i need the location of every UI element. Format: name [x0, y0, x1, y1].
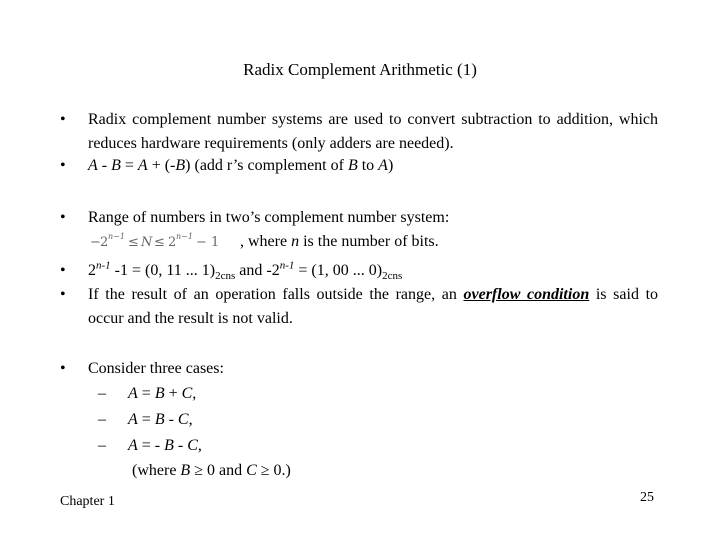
range-formula-caption: , where n is the number of bits.	[240, 233, 439, 250]
bullet-text: Range of numbers in two’s complement number system:	[88, 209, 450, 226]
bullet-icon: •	[60, 262, 66, 279]
case-item: – A = B + C,	[98, 385, 197, 402]
svg-text:≤: ≤	[154, 235, 165, 250]
svg-text:n−1: n−1	[108, 232, 125, 241]
svg-text:2: 2	[100, 235, 109, 250]
bullet-icon: •	[60, 157, 66, 174]
bullet-text: If the result of an operation falls outside the range, an overflow condition is said to occur and the result is not valid.	[88, 286, 659, 327]
svg-text:n−1: n−1	[176, 232, 193, 241]
svg-text:− 1: − 1	[196, 235, 220, 250]
svg-text:−: −	[90, 235, 101, 250]
bullet-text: Consider three cases:	[88, 360, 224, 377]
bullet-icon: •	[60, 111, 66, 128]
page-number: 25	[640, 490, 654, 505]
bullet-icon: •	[60, 209, 66, 226]
slide-title: Radix Complement Arithmetic (1)	[243, 60, 477, 79]
bullet-icon: •	[60, 286, 66, 303]
bullet-text: A - B = A + (-B) (add r’s complement of B to A)	[88, 157, 394, 174]
svg-text:2: 2	[168, 235, 177, 250]
case-item: – A = - B - C,	[98, 437, 202, 454]
bullet-text: Radix complement number systems are used to convert subtraction to addition, which reduces hardware requirements (only adders are needed).	[88, 111, 658, 152]
overflow-term: overflow condition	[463, 286, 590, 303]
case-condition: (where B ≥ 0 and C ≥ 0.)	[132, 462, 291, 479]
svg-text:N: N	[141, 235, 153, 250]
case-item: – A = B - C,	[98, 411, 193, 428]
bullet-icon: •	[60, 360, 66, 377]
footer-chapter: Chapter 1	[60, 494, 115, 509]
range-formula-graphic	[88, 230, 238, 252]
bullet-text: 2$^{n-1}$ -1 = (0, 11 ... $1)_{2cns}$ and $-2^{n-1} = (1$, 00 ... $0)_{2cns}$	[88, 259, 403, 283]
svg-text:≤: ≤	[128, 235, 139, 250]
range-formula-image	[88, 230, 238, 252]
